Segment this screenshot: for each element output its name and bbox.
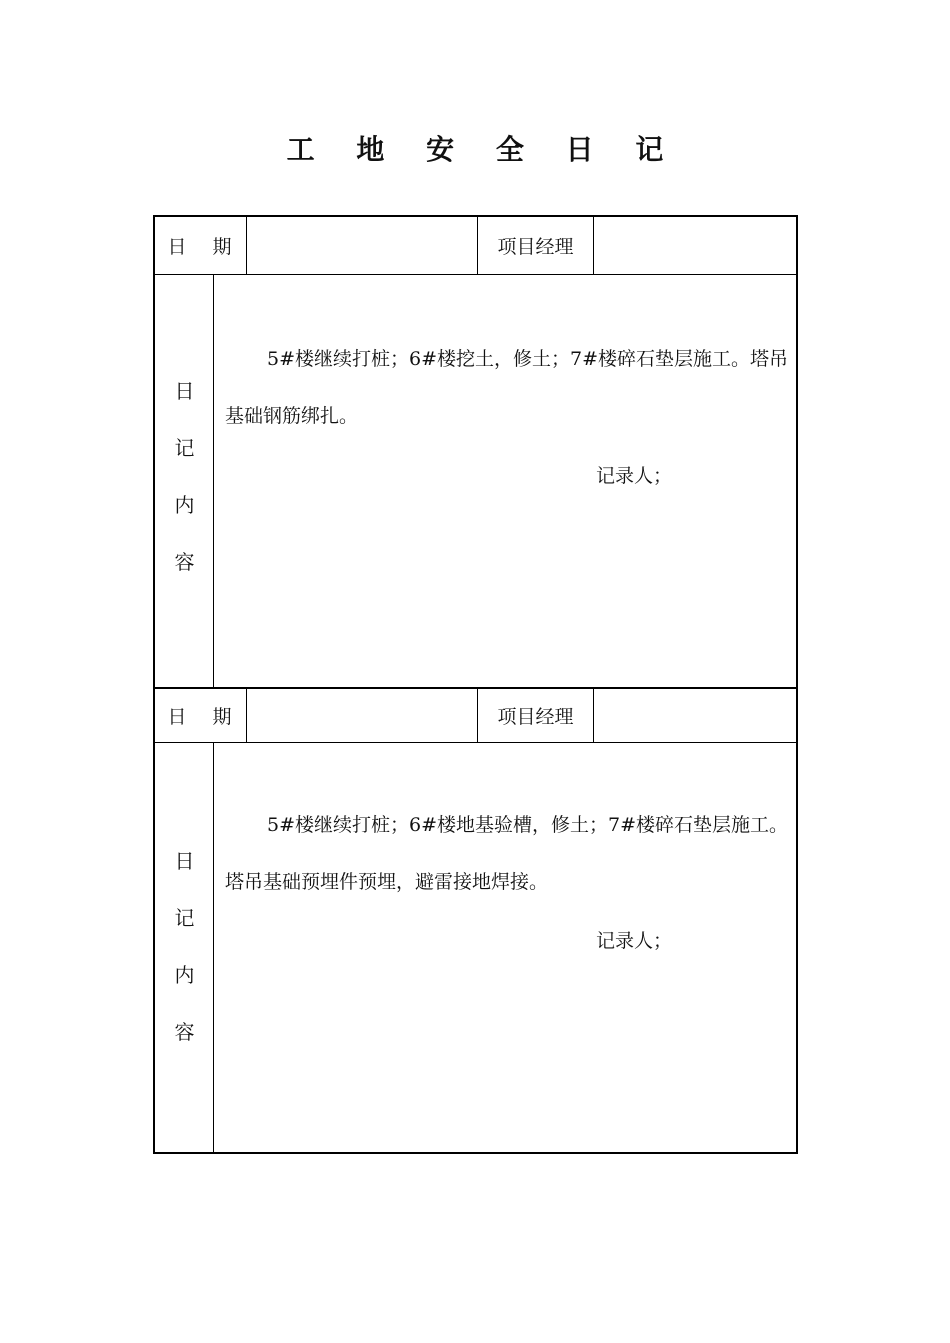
- diary-entry-2: [155, 687, 796, 1154]
- entry-header-row: [155, 217, 796, 275]
- recorder-label: 记录人；: [596, 465, 673, 487]
- diary-entry-1: [155, 217, 796, 687]
- project-manager-label: 项目经理: [478, 217, 594, 274]
- entry-header-row: [155, 689, 796, 743]
- page-title: 工 地 安 全 日 记: [286, 133, 680, 166]
- side-label-char: 内: [174, 963, 195, 987]
- diary-content-text[interactable]: [225, 331, 790, 445]
- safety-diary-form: [153, 215, 798, 1154]
- side-label-char: 容: [174, 1020, 195, 1044]
- date-label-cell: [155, 217, 247, 274]
- date-value-field[interactable]: [247, 217, 478, 274]
- date-label: 日 期: [167, 236, 242, 258]
- project-manager-field[interactable]: [594, 689, 796, 742]
- diary-content-text[interactable]: [225, 797, 790, 911]
- side-label-char: 记: [174, 906, 195, 930]
- diary-content-label-cell: [155, 743, 214, 1154]
- side-label-char: 内: [174, 493, 195, 517]
- project-manager-label: 项目经理: [478, 689, 594, 742]
- entry-body-row: [155, 743, 796, 1154]
- date-label-cell: [155, 689, 247, 742]
- side-label-char: 记: [174, 436, 195, 460]
- side-label-char: 容: [174, 550, 195, 574]
- date-value-field[interactable]: [247, 689, 478, 742]
- diary-content-paragraph: 5#楼继续打桩；6#楼地基验槽，修土；7#楼碎石垫层施工。塔吊基础预埋件预埋，避雷接地焊接。: [225, 814, 789, 893]
- entry-body-row: [155, 275, 796, 687]
- project-manager-field[interactable]: [594, 217, 796, 274]
- recorder-label: 记录人；: [596, 930, 673, 952]
- side-label-char: 日: [174, 849, 195, 873]
- date-label: 日 期: [167, 706, 242, 728]
- side-label-char: 日: [174, 379, 195, 403]
- diary-content-label-cell: [155, 275, 214, 687]
- diary-content-paragraph: 5#楼继续打桩；6#楼挖土，修土；7#楼碎石垫层施工。塔吊基础钢筋绑扎。: [225, 348, 789, 427]
